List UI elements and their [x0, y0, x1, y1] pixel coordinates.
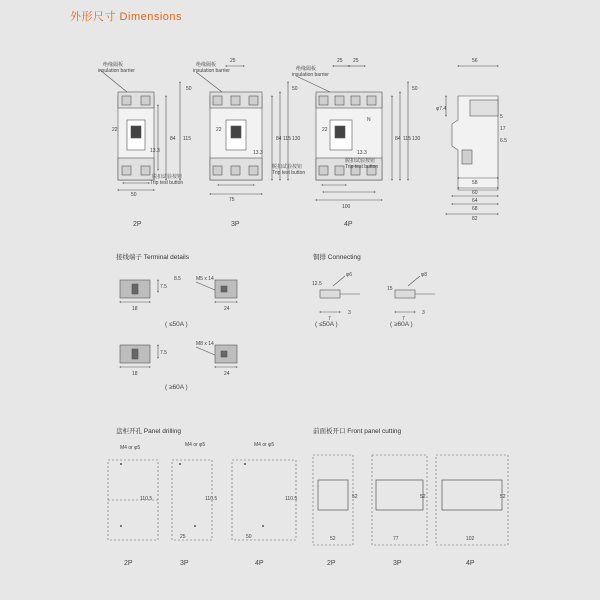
front-w-3p: 77 — [393, 536, 399, 542]
dim-3p-13-3: 13.3 — [253, 150, 263, 156]
dim-side-5: 5 — [500, 114, 503, 120]
panel-drilling-texts — [120, 442, 297, 540]
dim-4p-13-3: 13.3 — [357, 150, 367, 156]
dim-2p-84: 84 — [170, 136, 176, 142]
insulation-barrier-cn-4p: 绝缘隔板 — [296, 66, 317, 72]
dim-2p-22: 22 — [112, 127, 118, 133]
dim-side-64: 64 — [472, 198, 478, 204]
connecting-d12-5: 12.5 — [312, 281, 322, 287]
dim-4p-84: 84 — [395, 136, 401, 142]
terminal-screw-2: M8 x 14 — [196, 341, 214, 347]
terminal-captions — [165, 321, 188, 391]
connecting-drawings — [320, 276, 435, 312]
front-h-3p: 52 — [420, 494, 426, 500]
insulation-barrier-cn-2p: 绝缘隔板 — [103, 62, 124, 68]
panel-drilling-title: 盘柜开孔 Panel drilling — [116, 428, 182, 435]
connecting-caption-2: ( ≥60A ) — [390, 321, 413, 328]
drilling-height-2p: 110.5 — [140, 496, 153, 502]
label-4p: 4P — [344, 221, 353, 228]
insulation-barrier-cn-3p: 绝缘隔板 — [196, 62, 217, 68]
dim-3p-50: 50 — [292, 86, 298, 92]
dim-2p-115: 115 — [183, 136, 191, 142]
trip-test-cn-2p: 脱扣试验按钮 — [152, 174, 183, 180]
terminal-d7-5-1: 7.5 — [160, 284, 167, 290]
dim-2p-50: 50 — [186, 86, 192, 92]
front-label-3p: 3P — [393, 560, 402, 567]
connecting-d15: 15 — [387, 286, 393, 292]
dim-side-7-4: φ7.4 — [436, 106, 447, 112]
dim-3p-84: 84 — [276, 136, 282, 142]
terminal-caption-2: ( ≥60A ) — [165, 384, 188, 391]
drilling-screw-4p: M4 or φ5 — [254, 442, 275, 448]
dim-2p-width: 50 — [131, 192, 137, 198]
front-label-2p: 2P — [327, 560, 336, 567]
front-w-2p: 52 — [330, 536, 336, 542]
front-label-4p: 4P — [466, 560, 475, 567]
front-w-4p: 102 — [466, 536, 475, 542]
dim-3p-130: 130 — [292, 136, 301, 142]
dim-3p-115: 115 — [283, 136, 291, 142]
panel-drilling-labels — [124, 560, 264, 567]
front-h-2p: 52 — [352, 494, 358, 500]
terminal-d18-1: 18 — [132, 306, 138, 312]
terminal-d7-5-2: 7.5 — [160, 350, 167, 356]
terminal-d18-2: 18 — [132, 371, 138, 377]
label-3p: 3P — [231, 221, 240, 228]
dim-4p-N: N — [367, 117, 371, 123]
drilling-height-3p: 110.5 — [205, 496, 218, 502]
trip-test-en-3p: Trip test button — [272, 170, 306, 176]
dim-4p-50: 50 — [412, 86, 418, 92]
dim-side-17: 17 — [500, 126, 506, 132]
connecting-captions — [315, 321, 413, 328]
terminal-d24-2: 24 — [224, 371, 230, 377]
drilling-d50: 50 — [246, 534, 252, 540]
trip-test-cn-3p: 脱扣试验按钮 — [272, 164, 303, 170]
dim-3p-pitch: 25 — [230, 58, 236, 64]
trip-test-en-4p: Trip test button — [345, 164, 379, 170]
dim-4p-22: 22 — [322, 127, 328, 133]
drilling-d25: 25 — [180, 534, 186, 540]
terminal-d24-1: 24 — [224, 306, 230, 312]
breaker-4p-drawing — [296, 66, 408, 200]
drilling-height-4p: 110.5 — [285, 496, 298, 502]
panel-drilling-holes — [120, 463, 264, 527]
insulation-barrier-en-4p: insulation barrier — [292, 72, 329, 78]
connecting-d7-1: 7 — [328, 316, 331, 322]
insulation-barrier-en-3p: insulation barrier — [193, 68, 230, 74]
panel-drilling-drawings — [108, 460, 296, 540]
front-panel-title: 前面板开口 Front panel cutting — [313, 428, 402, 435]
dim-4p-pitch-a: 25 — [337, 58, 343, 64]
front-panel-cutouts — [318, 480, 502, 510]
dim-2p-13-3: 13.3 — [150, 148, 160, 154]
trip-test-en-2p: Trip test button — [150, 180, 184, 186]
drilling-screw-2p: M4 or φ5 — [120, 445, 141, 451]
terminal-title: 接线端子 Terminal details — [116, 254, 189, 261]
connecting-d7-2: 7 — [402, 316, 405, 322]
dim-side-56: 56 — [472, 58, 478, 64]
dim-3p-width: 75 — [229, 197, 235, 203]
top-group-labels — [133, 221, 353, 228]
connecting-title: 铜排 Connecting — [313, 254, 361, 261]
connecting-caption-1: ( ≤50A ) — [315, 321, 338, 328]
connecting-d8: φ8 — [421, 272, 428, 278]
dim-3p-22: 22 — [216, 127, 222, 133]
dim-4p-115: 115 — [403, 136, 411, 142]
dim-side-68: 68 — [472, 206, 478, 212]
drilling-label-2p: 2P — [124, 560, 133, 567]
dim-4p-pitch-b: 25 — [353, 58, 359, 64]
dim-side-58: 58 — [472, 180, 478, 186]
drilling-label-3p: 3P — [180, 560, 189, 567]
dim-4p-width: 100 — [342, 204, 351, 210]
dim-side-82: 82 — [472, 216, 478, 222]
connecting-d6: φ6 — [346, 272, 353, 278]
drilling-label-4p: 4P — [255, 560, 264, 567]
front-h-4p: 52 — [500, 494, 506, 500]
trip-test-cn-4p: 脱扣试验按钮 — [345, 158, 376, 164]
insulation-barrier-en-2p: insulation barrier — [98, 68, 135, 74]
label-2p: 2P — [133, 221, 142, 228]
dimension-texts-top — [98, 58, 507, 222]
terminal-caption-1: ( ≤50A ) — [165, 321, 188, 328]
page-title: 外形尺寸 Dimensions — [70, 11, 183, 23]
terminal-screw-1: M5 x 14 — [196, 276, 214, 282]
front-panel-labels — [327, 560, 475, 567]
connecting-d3-2: 3 — [422, 310, 425, 316]
dim-side-60: 60 — [472, 190, 478, 196]
terminal-d8-5: 8.5 — [174, 276, 181, 282]
dim-side-6-5: 6.5 — [500, 138, 507, 144]
drilling-screw-3p: M4 or φ5 — [185, 442, 206, 448]
connecting-d3-1: 3 — [348, 310, 351, 316]
dim-4p-130: 130 — [412, 136, 421, 142]
